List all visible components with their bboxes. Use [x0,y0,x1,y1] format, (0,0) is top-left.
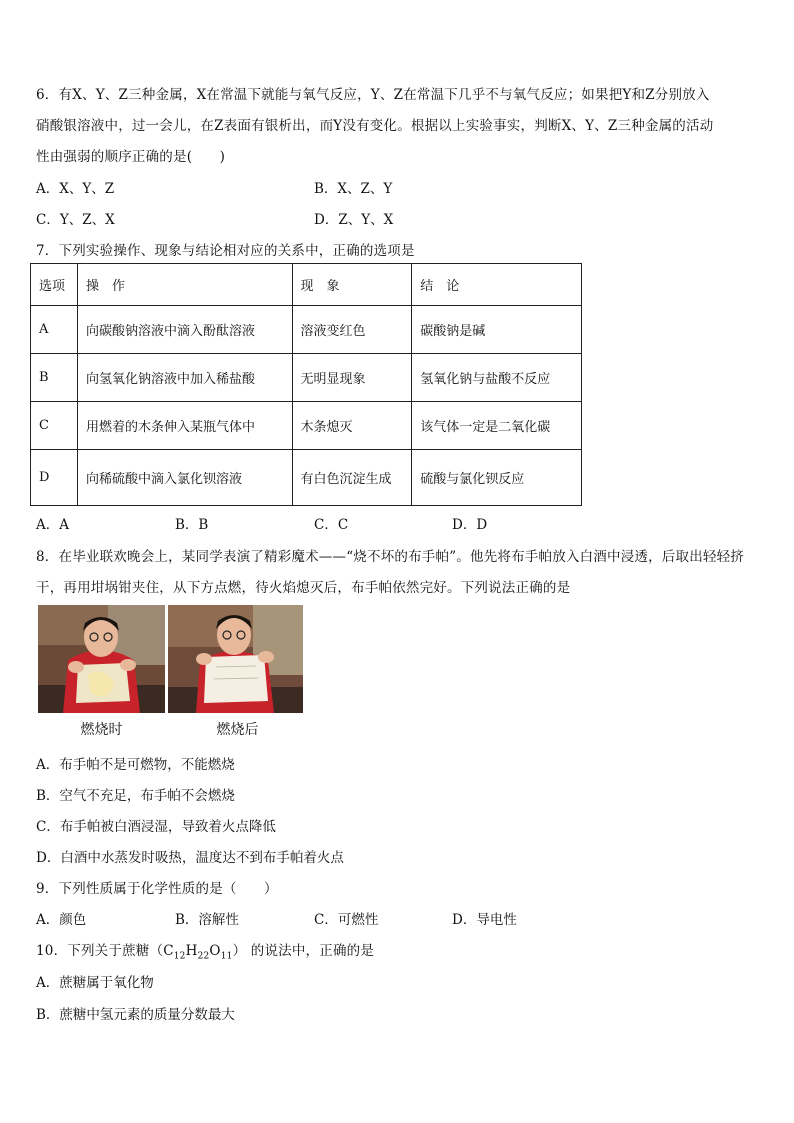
experiment-table [30,263,582,506]
header-operation: 操 作 [77,264,292,306]
cell-option: B [31,354,78,402]
q6-option-b: B．X、Z、Y [314,181,393,197]
cell-phenomenon: 木条熄灭 [292,402,412,450]
q10-option-a: A．蔗糖属于氧化物 [36,975,154,991]
q6-stem-line1: 6．有X、Y、Z三种金属，X在常温下就能与氧气反应，Y、Z在常温下几乎不与氧气反应；如果把Y和Z分别放入 [36,87,710,103]
photo-after-burning [168,605,303,713]
cell-conclusion: 该气体一定是二氧化碳 [412,402,582,450]
q7-option-d: D．D [452,517,488,533]
q6-stem-line3: 性由强弱的顺序正确的是( ) [36,149,226,165]
q10-stem-end: ） 的说法中，正确的是 [232,943,375,959]
q8-stem-line2: 干，再用坩埚钳夹住，从下方点燃，待火焰熄灭后，布手帕依然完好。下列说法正确的是 [36,580,571,596]
table-row [31,402,582,450]
cell-phenomenon: 有白色沉淀生成 [292,450,412,506]
q8-option-d: D．白酒中水蒸发时吸热，温度达不到布手帕着火点 [36,850,344,866]
q9-option-d: D．导电性 [452,912,517,928]
caption-burning: 燃烧时 [80,722,123,738]
table-row [31,354,582,402]
q10-stem-start: 10．下列关于蔗糖（ [36,943,164,959]
q7-option-c: C．C [314,517,349,533]
header-conclusion: 结 论 [412,264,582,306]
cell-conclusion: 氢氧化钠与盐酸不反应 [412,354,582,402]
cell-phenomenon: 无明显现象 [292,354,412,402]
cell-operation: 向氢氧化钠溶液中加入稀盐酸 [77,354,292,402]
cell-option: D [31,450,78,506]
q9-option-a: A．颜色 [36,912,87,928]
cell-operation: 向稀硫酸中滴入氯化钡溶液 [77,450,292,506]
q8-option-b: B．空气不充足，布手帕不会燃烧 [36,788,235,804]
header-option: 选项 [31,264,78,306]
q10-option-b: B．蔗糖中氢元素的质量分数最大 [36,1007,235,1023]
q9-option-b: B．溶解性 [175,912,239,928]
cell-operation: 用燃着的木条伸入某瓶气体中 [77,402,292,450]
table-row [31,450,582,506]
table-row [31,306,582,354]
cell-option: A [31,306,78,354]
cell-operation: 向碳酸钠溶液中滴入酚酞溶液 [77,306,292,354]
q8-stem-line1: 8．在毕业联欢晚会上，某同学表演了精彩魔术——“烧不坏的布手帕”。他先将布手帕放入白酒中浸透，后取出轻轻挤 [36,549,744,565]
header-phenomenon: 现 象 [292,264,412,306]
q6-option-d: D．Z、Y、X [314,212,394,228]
caption-after-burning: 燃烧后 [216,722,259,738]
q9-option-c: C．可燃性 [314,912,379,928]
q6-stem-line2: 硝酸银溶液中，过一会儿，在Z表面有银析出，而Y没有变化。根据以上实验事实，判断X、Y、Z三种金属的活动 [36,118,714,134]
q6-option-a: A．X、Y、Z [36,181,115,197]
q8-option-c: C．布手帕被白酒浸湿，导致着火点降低 [36,819,276,835]
q6-option-c: C．Y、Z、X [36,212,115,228]
cell-option: C [31,402,78,450]
q7-option-b: B．B [175,517,209,533]
q7-stem: 7．下列实验操作、现象与结论相对应的关系中，正确的选项是 [36,243,415,259]
cell-conclusion: 碳酸钠是碱 [412,306,582,354]
sucrose-formula: $C_{12}H_{22}O_{11}$ [163,943,233,962]
cell-phenomenon: 溶液变红色 [292,306,412,354]
table-header-row [31,264,582,306]
q9-stem: 9．下列性质属于化学性质的是（ ） [36,881,278,897]
cell-conclusion: 硫酸与氯化钡反应 [412,450,582,506]
photo-burning [38,605,165,713]
q8-option-a: A．布手帕不是可燃物，不能燃烧 [36,757,235,773]
magic-trick-photos [38,605,303,737]
q7-option-a: A．A [36,517,69,533]
q10-stem [36,939,374,962]
